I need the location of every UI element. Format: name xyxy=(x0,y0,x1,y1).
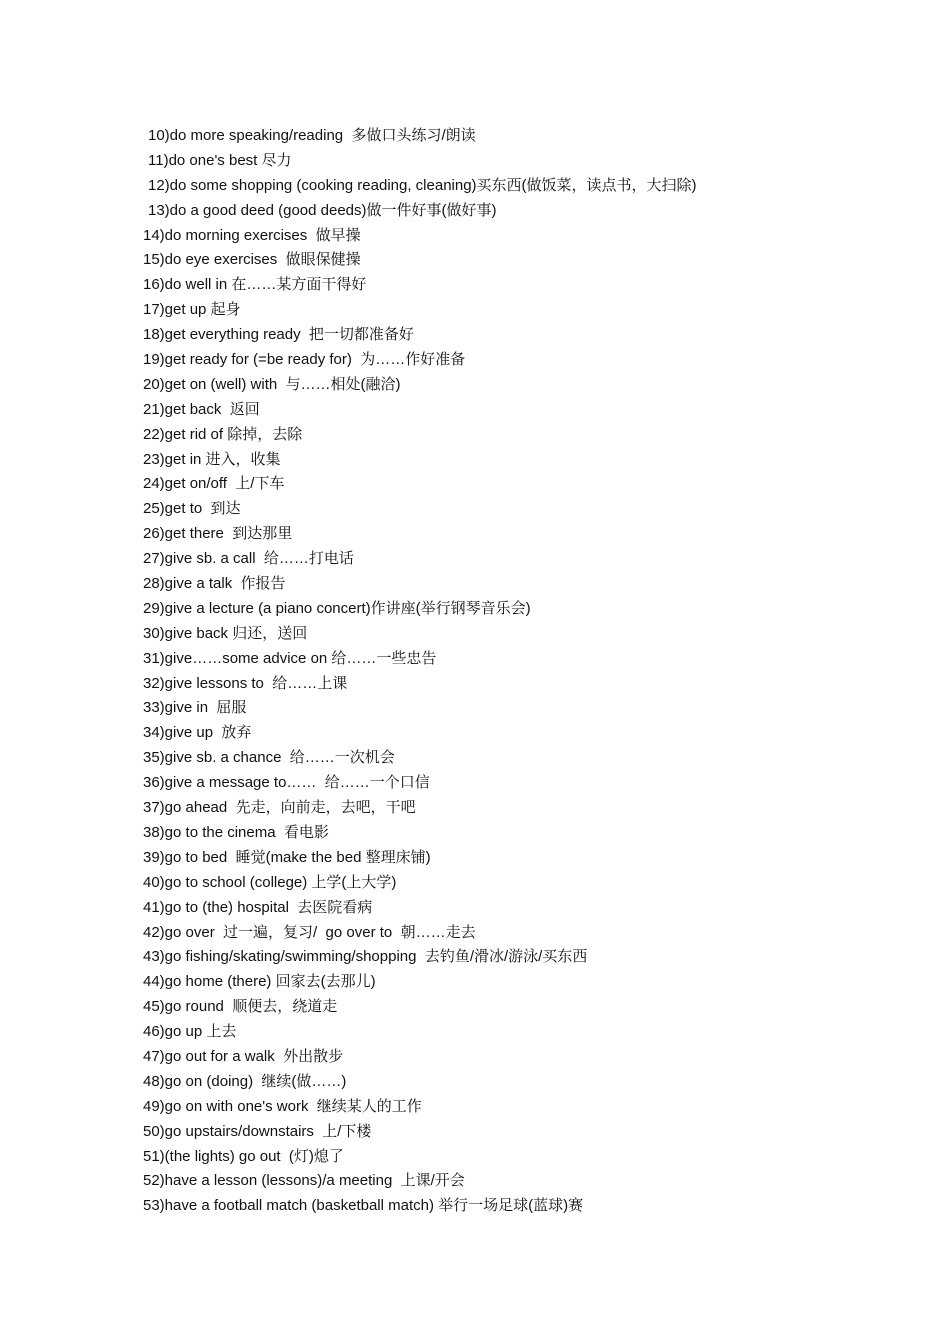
phrase-line: 39)go to bed 睡觉(make the bed 整理床铺) xyxy=(143,848,431,866)
phrase-line: 15)do eye exercises 做眼保健操 xyxy=(143,251,361,269)
phrase-line: 18)get everything ready 把一切都准备好 xyxy=(143,326,414,344)
phrase-line: 14)do morning exercises 做早操 xyxy=(143,226,361,244)
phrase-line: 40)go to school (college) 上学(上大学) xyxy=(143,873,397,891)
phrase-line: 13)do a good deed (good deeds)做一件好事(做好事) xyxy=(148,201,497,219)
phrase-line: 38)go to the cinema 看电影 xyxy=(143,823,329,841)
phrase-line: 49)go on with one's work 继续某人的工作 xyxy=(143,1097,422,1115)
phrase-line: 20)get on (well) with 与……相处(融洽) xyxy=(143,375,401,393)
phrase-line: 26)get there 到达那里 xyxy=(143,525,293,543)
phrase-line: 30)give back 归还，送回 xyxy=(143,624,308,642)
phrase-line: 45)go round 顺便去，绕道走 xyxy=(143,998,338,1016)
phrase-line: 41)go to (the) hospital 去医院看病 xyxy=(143,898,373,916)
phrase-line: 25)get to 到达 xyxy=(143,500,241,518)
phrase-line: 27)give sb. a call 给……打电话 xyxy=(143,550,354,568)
phrase-line: 34)give up 放弃 xyxy=(143,724,252,742)
phrase-line: 51)(the lights) go out (灯)熄了 xyxy=(143,1147,344,1165)
phrase-line: 29)give a lecture (a piano concert)作讲座(举行钢琴音乐会) xyxy=(143,599,531,617)
phrase-line: 16)do well in 在……某方面干得好 xyxy=(143,276,367,294)
phrase-line: 42)go over 过一遍，复习/ go over to 朝……走去 xyxy=(143,923,476,941)
phrase-line: 19)get ready for (=be ready for) 为……作好准备 xyxy=(143,351,466,369)
phrase-line: 31)give……some advice on 给……一些忠告 xyxy=(143,649,437,667)
phrase-line: 24)get on/off 上/下车 xyxy=(143,475,285,493)
phrase-line: 22)get rid of 除掉，去除 xyxy=(143,425,303,443)
phrase-line: 35)give sb. a chance 给……一次机会 xyxy=(143,749,395,767)
phrase-line: 33)give in 屈服 xyxy=(143,699,247,717)
phrase-line: 23)get in 进入，收集 xyxy=(143,450,281,468)
phrase-line: 53)have a football match (basketball match) 举行一场足球(蓝球)赛 xyxy=(143,1197,584,1215)
phrase-line: 46)go up 上去 xyxy=(143,1023,237,1041)
phrase-line: 17)get up 起身 xyxy=(143,301,241,319)
phrase-line: 48)go on (doing) 继续(做……) xyxy=(143,1072,347,1090)
phrase-line: 47)go out for a walk 外出散步 xyxy=(143,1047,344,1065)
phrase-line: 28)give a talk 作报告 xyxy=(143,575,286,593)
phrase-line: 32)give lessons to 给……上课 xyxy=(143,674,348,692)
phrase-line: 12)do some shopping (cooking reading, cleaning)买东西(做饭菜，读点书，大扫除) xyxy=(148,176,697,194)
phrase-line: 52)have a lesson (lessons)/a meeting 上课/开会 xyxy=(143,1172,465,1190)
phrase-line: 36)give a message to…… 给……一个口信 xyxy=(143,774,430,792)
phrase-list xyxy=(143,124,697,1219)
phrase-line: 10)do more speaking/reading 多做口头练习/朗读 xyxy=(148,127,476,144)
phrase-line: 43)go fishing/skating/swimming/shopping 去钓鱼/滑冰/游泳/买东西 xyxy=(143,948,588,966)
phrase-line: 44)go home (there) 回家去(去那儿) xyxy=(143,973,376,991)
phrase-line: 50)go upstairs/downstairs 上/下楼 xyxy=(143,1122,372,1140)
phrase-line: 11)do one's best 尽力 xyxy=(148,151,292,169)
phrase-line: 21)get back 返回 xyxy=(143,400,260,418)
phrase-line: 37)go ahead 先走，向前走，去吧，干吧 xyxy=(143,799,416,817)
